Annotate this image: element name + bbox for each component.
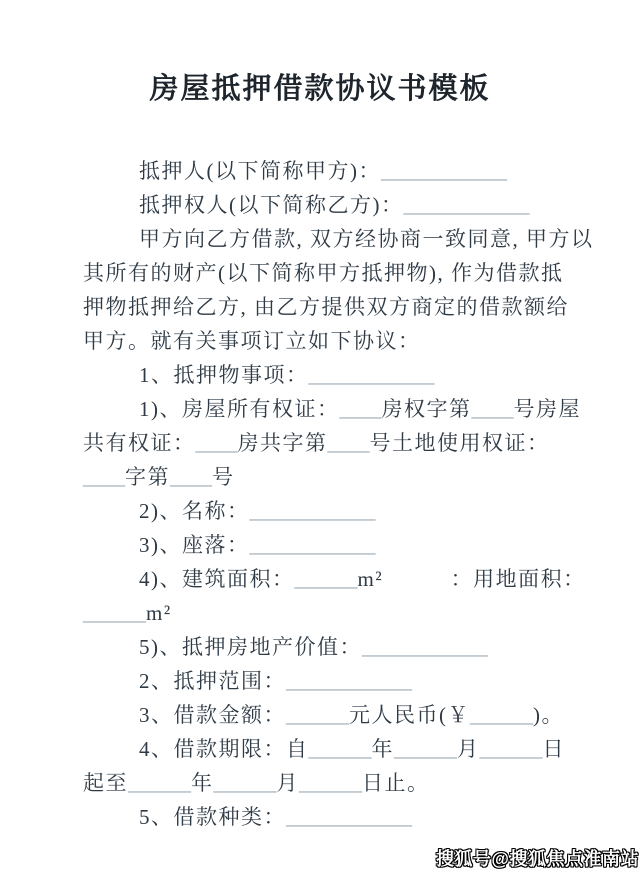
document-line: 4)、建筑面积：______m² ：用地面积： <box>139 567 586 591</box>
document-line: 抵押权人(以下简称乙方)：____________ <box>139 193 530 217</box>
blank-underline: ____________ <box>403 193 530 217</box>
blank-underline: ______ <box>470 703 533 727</box>
document-line: 5、借款种类：____________ <box>139 805 412 829</box>
blank-underline: ____________ <box>308 363 435 387</box>
document-line: 1、抵押物事项：____________ <box>139 363 435 387</box>
document-line: 其所有的财产(以下简称甲方抵押物), 作为借款抵 <box>83 261 564 285</box>
blank-underline: ______ <box>83 601 146 625</box>
blank-underline: ______ <box>479 737 543 761</box>
blank-underline: ____ <box>339 397 382 421</box>
blank-underline: ______ <box>294 567 358 591</box>
sohu-watermark: 搜狐号@搜狐焦点淮南站 <box>435 849 639 869</box>
blank-underline: ______ <box>308 737 372 761</box>
document-line: 甲方向乙方借款, 双方经协商一致同意, 甲方以 <box>139 227 594 251</box>
document-line: 起至______年______月______日止。 <box>83 771 430 795</box>
document-line: 2)、名称：____________ <box>139 499 376 523</box>
document-line: ____字第____号 <box>83 465 235 489</box>
blank-underline: ____________ <box>362 635 488 659</box>
document-line: 2、抵押范围：____________ <box>139 669 412 693</box>
blank-underline: ______ <box>299 771 362 795</box>
document-line: 甲方。就有关事项订立如下协议： <box>83 329 421 353</box>
document-line: 抵押人(以下简称甲方)：____________ <box>139 159 507 183</box>
blank-underline: ______ <box>213 771 277 795</box>
document-body <box>83 154 594 834</box>
blank-underline: ____________ <box>381 159 507 183</box>
document-line: 1)、房屋所有权证：____房权字第____号房屋 <box>139 397 581 421</box>
document-line: 5)、抵押房地产价值：____________ <box>139 635 488 659</box>
blank-underline: ____ <box>170 465 212 489</box>
document-line: 3)、座落：____________ <box>139 533 376 557</box>
blank-underline: ____ <box>195 431 238 455</box>
blank-underline: ____________ <box>249 533 376 557</box>
document-title: 房屋抵押借款协议书模板 <box>149 73 491 105</box>
document-line: 3、借款金额：______元人民币(￥______)。 <box>139 703 564 727</box>
blank-underline: ____________ <box>249 499 376 523</box>
blank-underline: ______ <box>394 737 457 761</box>
blank-underline: ____ <box>327 431 370 455</box>
document-line: 押物抵押给乙方, 由乙方提供双方商定的借款额给 <box>83 295 569 319</box>
blank-underline: ____________ <box>286 669 412 693</box>
blank-underline: ____ <box>83 465 125 489</box>
document-line: 共有权证：____房共字第____号土地使用权证： <box>83 431 550 455</box>
blank-underline: ______ <box>128 771 191 795</box>
blank-underline: ____________ <box>286 805 412 829</box>
document-line: 4、借款期限：自______年______月______日 <box>139 737 565 761</box>
document-line: ______m² <box>83 601 172 625</box>
blank-underline: ____ <box>471 397 514 421</box>
blank-underline: ______ <box>286 703 349 727</box>
